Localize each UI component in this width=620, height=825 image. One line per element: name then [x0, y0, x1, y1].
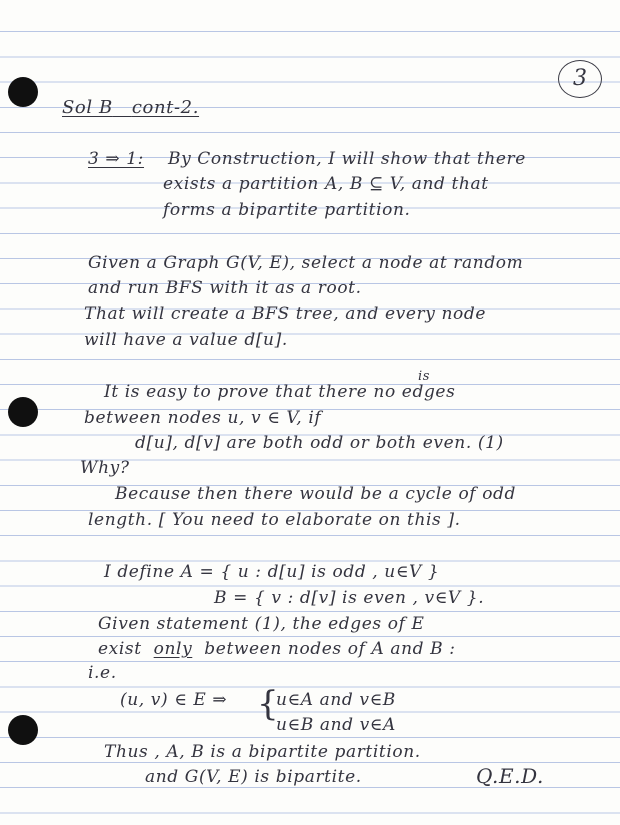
text-line: u∈A and v∈B [276, 690, 396, 710]
page-heading [62, 97, 199, 118]
inserted-word: is [418, 369, 431, 384]
text-line: It is easy to prove that there no edges [104, 382, 456, 402]
heading-title: Sol B [62, 97, 113, 118]
text-line: u∈B and v∈A [276, 715, 396, 735]
binder-hole [8, 397, 38, 427]
text-line [98, 639, 456, 659]
binder-hole [8, 715, 38, 745]
text-line: and run BFS with it as a root. [88, 278, 362, 298]
text-line: I define A = { u : d[u] is odd , u∈V } [104, 562, 440, 582]
emphasized-word: only [153, 639, 193, 659]
text-line: B = { v : d[v] is even , v∈V }. [214, 588, 485, 608]
word: exist [98, 639, 142, 659]
heading-subtitle: cont-2. [131, 97, 200, 118]
text-line: (u, v) ∈ E ⇒ [120, 690, 228, 710]
text-line: d[u], d[v] are both odd or both even. (1) [135, 433, 504, 453]
text-line: length. [ You need to elaborate on this ]. [88, 510, 461, 530]
text-line: i.e. [88, 663, 117, 683]
binder-hole [8, 77, 38, 107]
text-line: Thus , A, B is a bipartite partition. [104, 742, 421, 762]
text-line: Why? [80, 458, 130, 478]
text-line: and G(V, E) is bipartite. [145, 767, 362, 787]
text-line: exists a partition A, B ⊆ V, and that [163, 174, 489, 194]
text-line: That will create a BFS tree, and every node [84, 304, 486, 324]
text-line: will have a value d[u]. [84, 330, 288, 350]
brace-icon: { [257, 684, 279, 724]
text-line: Because then there would be a cycle of odd [115, 484, 516, 504]
text-line: By Construction, I will show that there [168, 149, 526, 169]
text-line: forms a bipartite partition. [163, 200, 411, 220]
proof-direction-label: 3 ⇒ 1: [88, 149, 145, 169]
text-line: Given a Graph G(V, E), select a node at random [88, 253, 524, 273]
page-number: 3 [558, 60, 602, 98]
text-line: Given statement (1), the edges of E [98, 614, 425, 634]
word: between nodes of A and B : [204, 639, 456, 659]
text-line: between nodes u, v ∈ V, if [84, 408, 322, 428]
qed-mark: Q.E.D. [476, 764, 544, 788]
